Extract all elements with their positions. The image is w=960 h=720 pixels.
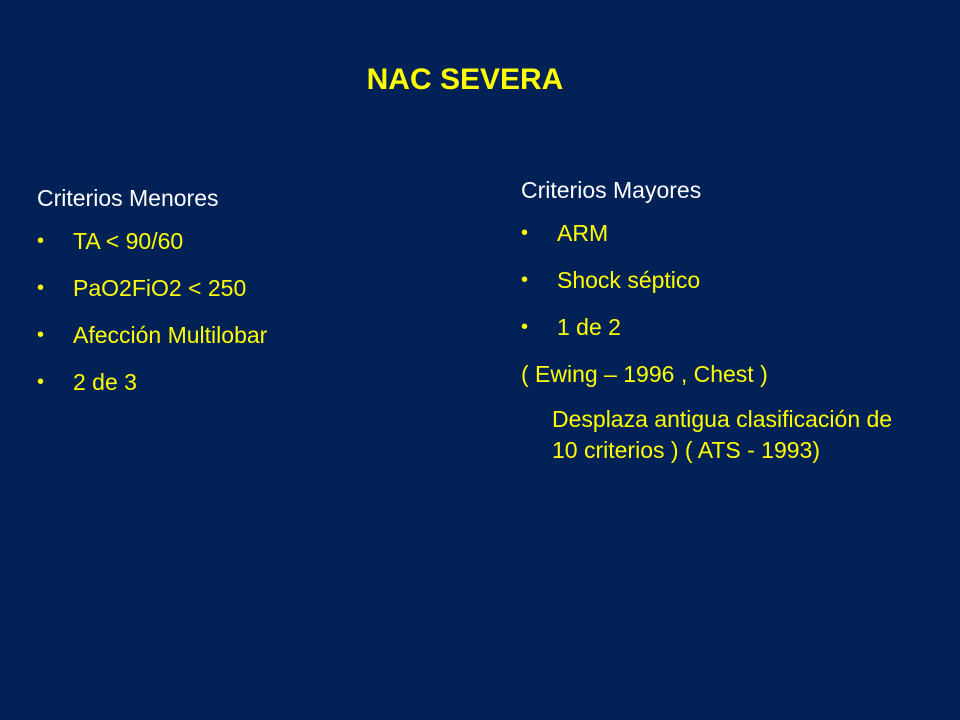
slide-title: NAC SEVERA <box>366 63 564 96</box>
minor-criteria-heading: Criterios Menores <box>37 185 219 211</box>
major-criteria-column <box>521 174 941 466</box>
list-item <box>37 320 457 350</box>
major-criteria-list <box>521 218 941 342</box>
list-item <box>37 367 457 397</box>
bullet-icon: • <box>521 269 529 291</box>
bullet-icon: • <box>521 316 529 338</box>
minor-criteria-column <box>37 182 457 414</box>
list-item-text: Afección Multilobar <box>73 322 268 348</box>
list-item-text: TA < 90/60 <box>73 228 184 254</box>
list-item-text: ARM <box>557 220 609 246</box>
list-item-text: 1 de 2 <box>557 314 621 340</box>
classification-note: Desplaza antigua clasificación de 10 criterios ) ( ATS - 1993) <box>552 406 893 463</box>
list-item <box>521 265 941 295</box>
list-item <box>521 218 941 248</box>
list-item <box>37 273 457 303</box>
bullet-icon: • <box>37 277 45 299</box>
bullet-icon: • <box>37 230 45 252</box>
bullet-icon: • <box>521 222 529 244</box>
minor-criteria-list <box>37 226 457 397</box>
list-item <box>37 226 457 256</box>
bullet-icon: • <box>37 371 45 393</box>
bullet-icon: • <box>37 324 45 346</box>
list-item <box>521 312 941 342</box>
reference-citation: ( Ewing – 1996 , Chest ) <box>521 361 768 387</box>
major-criteria-heading: Criterios Mayores <box>521 177 702 203</box>
list-item-text: Shock séptico <box>557 267 701 293</box>
list-item-text: 2 de 3 <box>73 369 137 395</box>
list-item-text: PaO2FiO2 < 250 <box>73 275 247 301</box>
